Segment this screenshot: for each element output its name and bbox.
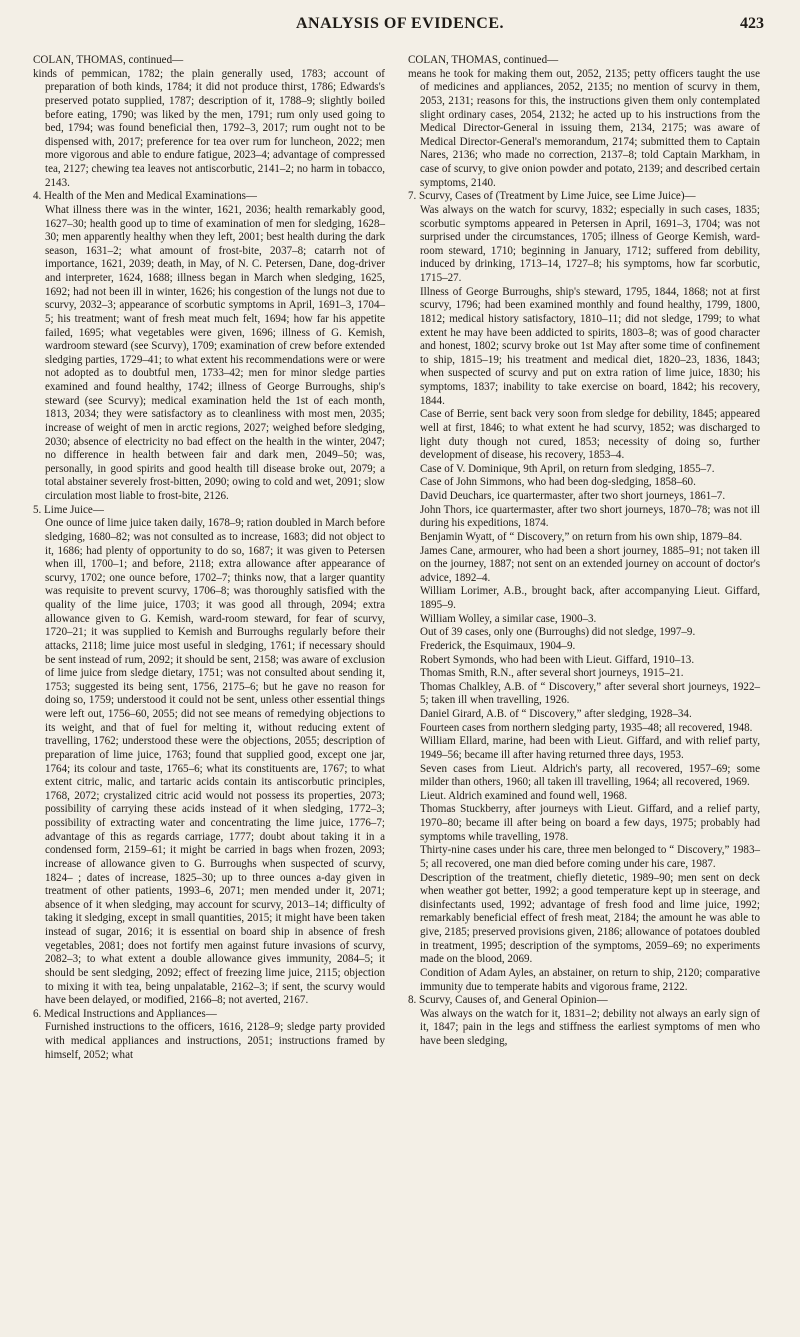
index-entry-text: Thirty-nine cases under his care, three men belonged to “ Discovery,” 1983–5; all recovered, one man died before coming under his care, 1987. [420, 844, 760, 870]
index-entry-text: Case of V. Dominique, 9th April, on return from sledging, 1855–7. [420, 462, 715, 475]
left-column [33, 54, 385, 1062]
index-entry-text: Furnished instructions to the officers, 1616, 2128–9; sledge party provided with medical appliances and instructions, 2051; instructions framed by himself, 2052; what [45, 1021, 385, 1061]
index-entry-text: Fourteen cases from northern sledging party, 1935–48; all recovered, 1948. [420, 721, 753, 734]
index-entry-text: Benjamin Wyatt, of “ Discovery,” on return from his own ship, 1879–84. [420, 530, 743, 543]
index-entry-text: Lieut. Aldrich examined and found well, 1968. [420, 789, 628, 802]
index-entry-text: What illness there was in the winter, 1621, 2036; health remarkably good, 1627–30; health good up to time of examination of men for sledging, 1628–30; men apparently healthy when they left, 2001; best health during the dark season, 1631–2; what amount of frost-bite, 2037–8; catarrh not of importance, 1621, 2039; death, in May, of N. C. Petersen, Dane, dog-driver and interpreter, 1624, 1688; illness began in March when sledging, 1625, 1692; had not been ill in winter, 1626; his congestion of the lungs not due to scurvy, 2032–3; appearance of scorbutic symptoms in April, 1691–3, 1704–5; his treatment; want of fresh meat much felt, 1694; how far his appetite failed, 1695; what vegetables were given, 1696; illness of G. Kemish, wardroom steward (see Scurvy), 1709; examination of crew before extended sledging parties, 1729–41; to what extent his recommendations were or were not adopted as to doubtful men, 1733–42; men for minor sledge parties examined and found healthy, 1742; illness of George Burroughs, ship's steward (see Scurvy); medical examination held the 1st of each month, 1813, 2034; they were satisfactory as to cleanliness with most men, 2035; increase of weight of men in arctic regions, 2027; weighed before sledging, 2030; absence of electricity no bad effect on the health in the winter, 2047; no difference in health between fair and dark men, 2049–50; was, personally, in good spirits and good health till disease broke out, 2079; a total abstainer severely frost-bitten, 2090; owing to cold and wet, 2091; slow circulation most liable to frost-bite, 2126. [45, 203, 385, 502]
index-entry-text: Thomas Chalkley, A.B. of “ Discovery,” after several short journeys, 1922–5; taken ill when travelling, 1926. [420, 680, 760, 707]
index-entry-text: Robert Symonds, who had been with Lieut. Giffard, 1910–13. [420, 653, 695, 666]
index-section-heading: 6. Medical Instructions and Appliances— [33, 1007, 217, 1020]
right-column [408, 54, 760, 1049]
index-entry-text: Thomas Stuckberry, after journeys with Lieut. Giffard, and a relief party, 1970–80; became ill after being on board a few days, 1975; probably had symptoms while travelling, 1978. [420, 803, 760, 843]
index-entry-text: James Cane, armourer, who had been a short journey, 1885–91; not taken ill on the journey, 1887; not sent on an extended journey on account of doctor's advice, 1892–4. [420, 544, 760, 584]
index-entry-text: William Lorimer, A.B., brought back, after accompanying Lieut. Giffard, 1895–9. [420, 585, 760, 611]
index-section-heading: 4. Health of the Men and Medical Examinations— [33, 190, 257, 203]
index-entry-text: Description of the treatment, chiefly dietetic, 1989–90; men sent on deck when weather got better, 1992; a good temperature kept up in steerage, and disinfectants used, 1992; advantage of fresh food and lime juice, 1992; remarkably beneficial effect of fresh meat, 2184; the amount he was able to give, 2185; preserved provisions given, 2186; allowance of potatoes doubled in treatment, 1995; description of the symptoms, 2059–69; no experiments made on the blood, 2069. [420, 871, 760, 966]
running-head: ANALYSIS OF EVIDENCE. [295, 15, 505, 32]
index-entry-text: David Deuchars, ice quartermaster, after two short journeys, 1861–7. [420, 490, 726, 502]
index-entry-text: John Thors, ice quartermaster, after two short journeys, 1870–78; was not ill during his expeditions, 1874. [420, 503, 760, 530]
index-entry-heading: COLAN, THOMAS, continued— [33, 54, 184, 66]
index-entry-text: Seven cases from Lieut. Aldrich's party, all recovered, 1957–69; some milder than others, 1960; all taken ill travelling, 1964; all recovered, 1969. [420, 762, 760, 789]
index-entry-text: Condition of Adam Ayles, an abstainer, on return to ship, 2120; comparative immunity due to temperate habits and vigorous frame, 2122. [420, 966, 760, 993]
index-section-heading: 5. Lime Juice— [33, 503, 104, 516]
index-entry-text: One ounce of lime juice taken daily, 1678–9; ration doubled in March before sledging, 1680–82; was not consulted as to increase, 1683; did not object to it, 1686; had plenty of opportunity to do so, 1687; it was given to Petersen when ill, 1700–1; and before, 2118; extra allowance after appearance of scurvy, 1702; one ounce before, 1702–7; thinks now, that a larger quantity was requisite to prevent scurvy, 1706–8; was thoroughly satisfied with the quality of the lime juice, 1703; it was good all through, 2094; extra allowance given to G. Kemish, ward-room steward, for fear of scurvy, 1720–21; it was supplied to Kemish and Burroughs regularly before their attacks, 2118; lime juice most useful in sledging, 1761; if necessary should be sent instead of rum, 2092; it should be sent, 2158; was aware of exclusion of lime juice from sledge dietary, 1751; was not consulted about sending it, 1753; suggested its being sent, 1756, 2175–6; but he gave no reason for doing so, 1759; understood it could not be sent, unless other essential things were left out, 1756–60, 2055; did not see means of remedying objections to its weight, and that of fuel for melting it, without reducing extent of travelling, 1762; understood these were the objections, 2055; description of preparation of lime juice, 1763; found that supplied good, except one jar, 1764; its colour and taste, 1765–6; what its constituents are, 1767; to what extent citric, malic, and tartaric acids contain its antiscorbutic principles, 1768, 2072; crystalized citric acid would not possess its properties, 2073; possibility of carrying these acids instead of it when sledging, 1772–3; possibility of extracting water and concentrating the lime juice, 1776–7; advantage of this as regards carriage, 1777; doubt about taking it in a condensed form, 2159–61; it might be carried in bags when frozen, 2093; increase of allowance given to G. Burroughs when suspected of scurvy, 1824– ; dates of increase, 1825–30; up to three ounces a-day given in treatment of other patients, 1993–6, 2071; men mended under it, 2071; absence of it when sledging, may account for scurvy, 2013–14; difficulty of taking it sledging, except in small quantities, 2015; it might have been taken instead of sugar, 2016; it is essential on board ship in absence of fresh vegetables, 2081; does not fortify men against future invasions of scurvy, 2082–3; to what extent a double allowance gives immunity, 2084–5; it should be sent sledging, 2092; effect of freezing lime juice, 2115; objection to mixing it with tea, being unpalatable, 2162–3; if sent, the scurvy would have been delayed, or modified, 2166–8; not averted, 2167. [45, 517, 385, 1007]
index-entry-text: Was always on the watch for it, 1831–2; debility not always an early sign of it, 1847; pain in the legs and stiffness the earliest symptoms of men who have been sledging, [420, 1007, 760, 1047]
index-entry-heading: COLAN, THOMAS, continued— [408, 54, 559, 66]
index-entry-text: Daniel Girard, A.B. of “ Discovery,” after sledging, 1928–34. [420, 708, 692, 720]
index-entry-text: Thomas Smith, R.N., after several short journeys, 1915–21. [420, 667, 684, 680]
index-entry-text: William Ellard, marine, had been with Lieut. Giffard, and with relief party, 1949–56; became ill after having returned three days, 1953. [420, 735, 760, 761]
index-entry-text: Case of John Simmons, who had been dog-sledging, 1858–60. [420, 476, 696, 489]
index-section-heading: 7. Scurvy, Cases of (Treatment by Lime Juice, see Lime Juice)— [408, 190, 696, 203]
index-entry-text: Case of Berrie, sent back very soon from sledge for debility, 1845; appeared well at first, 1846; to what extent he had scurvy, 1852; was discharged to light duty though not cured, 1853; necessity of doing so, further development of disease, his recovery, 1853–4. [420, 408, 760, 462]
index-entry-text: William Wolley, a similar case, 1900–3. [420, 612, 597, 625]
index-entry-text: kinds of pemmican, 1782; the plain generally used, 1783; account of preparation of both kinds, 1784; it did not produce thirst, 1786; Edwards's preserved potato supplied, 1787; description of it, 1788–9; slightly boiled before eating, 1790; was liked by the men, 1791; rum only used going to bed, 1794; was found beneficial then, 1792–3, 2017; rum ought not to be dispensed with, 2017; preference for tea over rum for luncheon, 2022; men more vigorous and able to endure fatigue, 2023–4; advantage of compressed tea, 2127; chewing tea leaves not antiscorbutic, 2141–2; no harm in tobacco, 2143. [33, 67, 385, 189]
index-entry-text: Illness of George Burroughs, ship's steward, 1795, 1844, 1868; not at first scurvy, 1796; had been examined monthly and found healthy, 1799, 1800, 1812; medical history satisfactory, 1810–11; did not sledge, 1799; to what extent he may have been addicted to spirits, 1803–8; was of good character and honest, 1802; scurvy broke out 1st May after some time of confinement to ship, 1815–19; his treatment and medical diet, 1820–23, 1836, 1843; when suspected of scurvy and put on extra ration of lime juice, 1830; his symptoms, 1837; inability to take exercise on board, 1842; his recovery, 1844. [420, 285, 760, 407]
page-header [0, 10, 800, 40]
index-entry-text: means he took for making them out, 2052, 2135; petty officers taught the use of medicines and appliances, 2052, 2135; no mention of scurvy in them, 2053, 2131; reasons for this, the instructions given them only contemplated slight ordinary cases, 2054, 2132; he acted up to his instructions from the Medical Director-General in issuing them, 2134, 2175; was aware of Medical Director-General's memorandum, 2174; submitted them to Captain Nares, 2136; who made no correction, 2137–8; told Captain Markham, in case of scurvy, to give onion powder and potato, 2139; and described certain symptoms, 2140. [408, 67, 760, 189]
index-entry-text: Frederick, the Esquimaux, 1904–9. [420, 639, 576, 652]
page-number: 423 [740, 15, 764, 32]
index-entry-text: Was always on the watch for scurvy, 1832; especially in such cases, 1835; scorbutic symptoms appeared in Petersen in April, 1691–3, 1704; was not surprised under the circumstances, 1705; illness of George Kemish, ward-room steward, 1710; beginning in January, 1712; suffered from debility, induced by drinking, 1713–14, 1727–8; his symptoms, how far scorbutic, 1715–27. [420, 203, 760, 284]
index-section-heading: 8. Scurvy, Causes of, and General Opinion— [408, 994, 608, 1007]
index-entry-text: Out of 39 cases, only one (Burroughs) did not sledge, 1997–9. [420, 626, 696, 639]
